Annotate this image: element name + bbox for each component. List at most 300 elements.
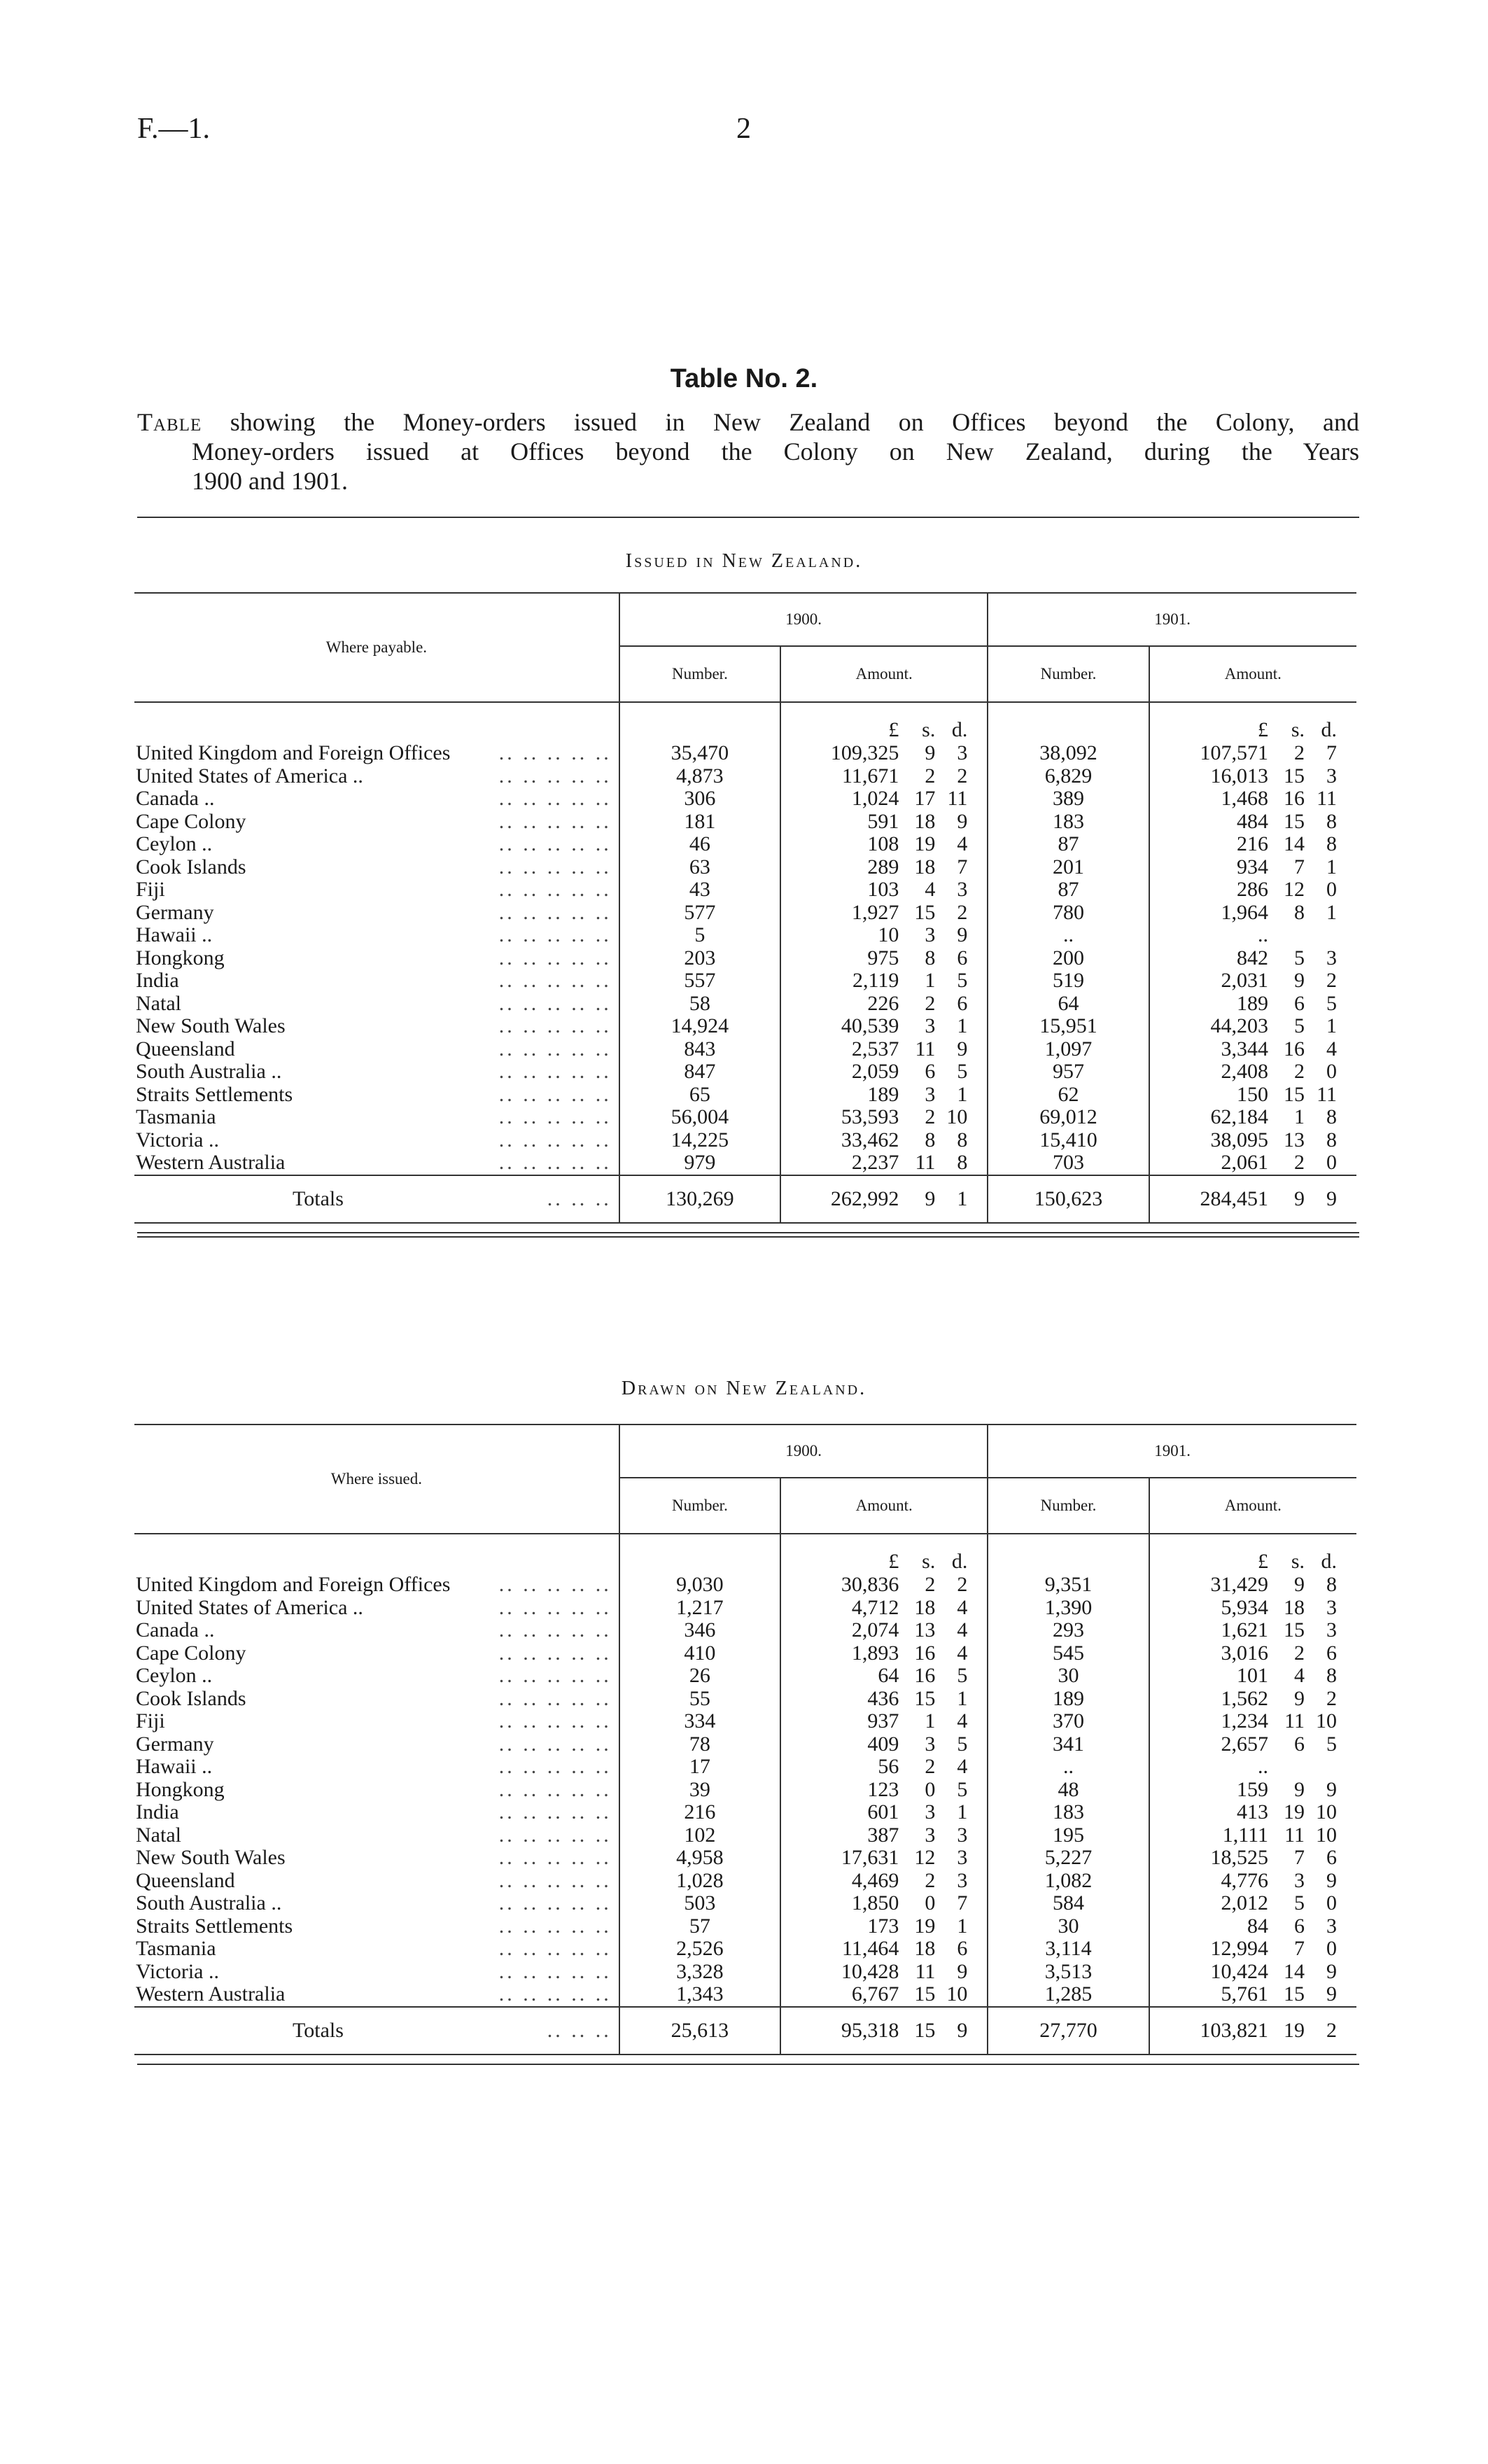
number-1901: 780 (988, 902, 1149, 925)
table-row (134, 1152, 1356, 1175)
amount-pence: 10 (1316, 1800, 1337, 1823)
amount-pounds: 284,451 (1200, 1186, 1268, 1210)
amount-cell (1149, 1961, 1356, 1984)
total-number-1900: 25,613 (619, 2007, 780, 2054)
amount-pounds: 40,539 (841, 1014, 899, 1037)
amount-value (1163, 1574, 1337, 1597)
number-1900: 1,028 (619, 1870, 780, 1893)
amount-pence: 8 (1326, 1664, 1337, 1687)
table-row (134, 993, 1356, 1016)
place-cell (134, 1129, 619, 1152)
amount-value (794, 765, 967, 788)
amount-cell (1149, 1870, 1356, 1893)
pence-unit: d. (951, 718, 968, 741)
number-1900: 410 (619, 1642, 780, 1665)
total-number-1901: 27,770 (988, 2007, 1149, 2054)
leader-dots: .. .. .. .. .. (498, 1823, 612, 1847)
place-cell (134, 1870, 619, 1893)
spacer-cell (134, 1534, 619, 1550)
number-1900: 78 (619, 1733, 780, 1756)
table-row (134, 1642, 1356, 1665)
place-name: Queensland (136, 1870, 238, 1892)
amount-shillings: 12 (1284, 878, 1305, 901)
amount-pence: 4 (957, 1755, 968, 1778)
amount-cell (780, 765, 988, 788)
amount-value (1163, 833, 1337, 856)
amount-value (794, 788, 967, 811)
amount-pounds: 30,836 (841, 1573, 899, 1596)
amount-pence: 9 (957, 809, 968, 833)
amount-value (794, 969, 967, 993)
amount-pounds: 1,562 (1221, 1686, 1268, 1710)
place-cell (134, 856, 619, 879)
leader-dots: .. .. .. .. .. (498, 1106, 612, 1128)
leader-dots: .. .. .. .. .. (498, 1710, 612, 1732)
amount-value (1163, 1961, 1337, 1984)
amount-value (1163, 1060, 1337, 1084)
number-1900: 43 (619, 878, 780, 902)
amount-pounds: 1,234 (1221, 1709, 1268, 1732)
amount-pence: 10 (1316, 1823, 1337, 1847)
number-1900: 17 (619, 1756, 780, 1779)
total-number-1901: 150,623 (988, 1175, 1149, 1223)
amount-cell (1149, 811, 1356, 834)
place-name: Tasmania (136, 1106, 219, 1128)
leader-dots: .. .. .. .. .. (498, 742, 612, 764)
amount-pence: 4 (1326, 1037, 1337, 1060)
leader-dots: .. .. .. .. .. (498, 1983, 612, 2005)
amount-pounds: 10,424 (1210, 1959, 1268, 1983)
number-1901: 183 (988, 1801, 1149, 1824)
place-name: United Kingdom and Foreign Offices (136, 742, 453, 764)
amount-value (1163, 1870, 1337, 1893)
totals-row (134, 2007, 1356, 2054)
place-cell (134, 1756, 619, 1779)
place-name: Victoria .. (136, 1961, 222, 1983)
amount-pence: 9 (1326, 1186, 1337, 1210)
amount-pounds: 33,462 (841, 1128, 899, 1152)
units-blank (619, 718, 780, 742)
leader-dots: .. .. .. .. .. (498, 1938, 612, 1960)
place-name: Western Australia (136, 1152, 288, 1174)
where-payable-header: Where payable. (134, 593, 619, 702)
spacer-cell (1149, 702, 1356, 718)
number-header: Number. (988, 1478, 1149, 1534)
amount-cell (1149, 1733, 1356, 1756)
year-1901-header: 1901. (988, 1424, 1356, 1478)
amount-cell (780, 718, 988, 742)
leader-dots: .. .. .. .. .. (498, 1960, 612, 1983)
place-cell (134, 878, 619, 902)
table-row (134, 833, 1356, 856)
amount-shillings: 2 (925, 764, 936, 788)
amount-value (794, 1574, 967, 1597)
amount-value (1163, 1550, 1337, 1574)
amount-cell (1149, 1038, 1356, 1061)
amount-cell (1149, 1915, 1356, 1938)
amount-value (794, 742, 967, 765)
amount-shillings: 15 (1284, 1082, 1305, 1106)
table-row (134, 1915, 1356, 1938)
leader-dots: .. .. .. .. .. (498, 1596, 612, 1619)
amount-pounds: 601 (867, 1800, 899, 1823)
amount-pounds: 189 (867, 1082, 899, 1106)
amount-pounds: 591 (867, 809, 899, 833)
amount-pounds: 4,712 (851, 1595, 899, 1619)
amount-pence: 6 (957, 1937, 968, 1960)
amount-value (794, 833, 967, 856)
amount-value (1163, 1915, 1337, 1938)
amount-shillings: 11 (1284, 1823, 1305, 1847)
amount-shillings: 3 (925, 1082, 936, 1106)
leader-dots: .. .. .. .. .. (498, 1869, 612, 1892)
table-row (134, 1824, 1356, 1847)
amount-shillings: 7 (1294, 855, 1305, 878)
amount-shillings: 6 (1294, 991, 1305, 1015)
amount-pence: 1 (1326, 855, 1337, 878)
amount-cell (1149, 1619, 1356, 1642)
amount-cell (780, 1152, 988, 1175)
amount-pence: 5 (1326, 991, 1337, 1015)
number-1900: 14,924 (619, 1015, 780, 1038)
place-name: Victoria .. (136, 1129, 222, 1152)
amount-pence: 10 (1316, 1709, 1337, 1732)
place-name: New South Wales (136, 1847, 288, 1869)
amount-value (794, 924, 967, 947)
amount-pence: 4 (957, 1595, 968, 1619)
amount-pounds: 107,571 (1200, 741, 1268, 764)
amount-pounds: 3,344 (1221, 1037, 1268, 1060)
leader-dots: .. .. .. .. .. (498, 1574, 612, 1596)
amount-pounds: 262,992 (830, 1186, 899, 1210)
amount-pounds: 108 (867, 832, 899, 855)
amount-pounds: 289 (867, 855, 899, 878)
amount-cell (780, 1756, 988, 1779)
amount-pounds: 409 (867, 1732, 899, 1756)
leader-dots: .. .. .. .. .. (498, 1152, 612, 1174)
amount-cell (780, 2007, 988, 2054)
number-1901: 5,227 (988, 1847, 1149, 1870)
amount-cell (780, 924, 988, 947)
table-row (134, 1779, 1356, 1802)
amount-cell (780, 742, 988, 765)
amount-shillings: 4 (925, 878, 936, 901)
place-name: Straits Settlements (136, 1084, 295, 1106)
currency-units-row (134, 718, 1356, 742)
amount-cell (1149, 1060, 1356, 1084)
amount-value (1163, 742, 1337, 765)
amount-pence: 3 (957, 741, 968, 764)
number-1900: 3,328 (619, 1961, 780, 1984)
amount-value (794, 2008, 967, 2054)
units-blank (988, 718, 1149, 742)
amount-pence: 6 (1326, 1641, 1337, 1665)
leader-dots: .. .. .. .. .. (498, 1732, 612, 1756)
place-name: Ceylon .. (136, 833, 215, 855)
amount-shillings: 2 (1294, 1641, 1305, 1665)
amount-shillings: 19 (914, 1914, 936, 1938)
amount-pence: 1 (1326, 900, 1337, 924)
table-row (134, 1983, 1356, 2007)
amount-value (794, 1801, 967, 1824)
place-name: Canada .. (136, 1619, 217, 1642)
amount-cell (1149, 902, 1356, 925)
number-1900: 334 (619, 1710, 780, 1733)
amount-cell (1149, 1710, 1356, 1733)
table-row (134, 1801, 1356, 1824)
amount-cell (780, 1870, 988, 1893)
amount-pence: 3 (957, 1823, 968, 1847)
amount-pounds: 38,095 (1210, 1128, 1268, 1152)
number-header: Number. (619, 646, 780, 702)
place-cell (134, 788, 619, 811)
number-1900: 55 (619, 1688, 780, 1711)
amount-shillings: 19 (914, 832, 936, 855)
number-1900: 503 (619, 1892, 780, 1915)
amount-value (794, 1015, 967, 1038)
amount-shillings: 9 (925, 741, 936, 764)
amount-cell (780, 1961, 988, 1984)
amount-pence: 3 (1326, 1595, 1337, 1619)
amount-shillings: 11 (915, 1151, 936, 1174)
amount-shillings: 2 (1294, 1151, 1305, 1174)
amount-shillings: 4 (1294, 1664, 1305, 1687)
amount-shillings: 7 (1294, 1937, 1305, 1960)
number-1900: 843 (619, 1038, 780, 1061)
spacer-cell (619, 702, 780, 718)
amount-pence: 2 (1326, 969, 1337, 992)
amount-pence: 1 (957, 1686, 968, 1710)
amount-shillings: 6 (925, 1060, 936, 1083)
amount-pounds: 2,012 (1221, 1891, 1268, 1914)
amount-value (1163, 1038, 1337, 1061)
amount-cell (780, 878, 988, 902)
number-1901: 341 (988, 1733, 1149, 1756)
amount-pence: 5 (957, 969, 968, 992)
table-row (134, 1038, 1356, 1061)
amount-value (794, 1938, 967, 1961)
number-1900: 557 (619, 969, 780, 993)
leader-dots: .. .. .. .. .. (498, 946, 612, 969)
amount-cell (1149, 1756, 1356, 1779)
amount-pounds: 84 (1247, 1914, 1268, 1938)
totals-label-cell (134, 2007, 619, 2054)
amount-pounds: 31,429 (1210, 1573, 1268, 1596)
table-row (134, 1129, 1356, 1152)
place-cell (134, 1106, 619, 1129)
place-cell (134, 969, 619, 993)
amount-value (1163, 1642, 1337, 1665)
table-row (134, 811, 1356, 834)
place-cell (134, 742, 619, 765)
number-1900: 847 (619, 1060, 780, 1084)
place-name: Cape Colony (136, 811, 249, 833)
amount-value (1163, 811, 1337, 834)
amount-cell (1149, 1824, 1356, 1847)
amount-pounds: .. (1258, 1755, 1268, 1778)
shillings-unit: s. (1291, 1549, 1305, 1573)
amount-cell (1149, 1938, 1356, 1961)
amount-pounds: 4,469 (851, 1868, 899, 1892)
amount-value (1163, 1129, 1337, 1152)
amount-value (1163, 1597, 1337, 1620)
number-1900: 102 (619, 1824, 780, 1847)
pounds-unit: £ (1258, 718, 1268, 741)
place-name: United States of America .. (136, 1597, 366, 1619)
amount-pence: 2 (957, 1573, 968, 1596)
place-name: Queensland (136, 1038, 238, 1060)
leader-dots: .. .. .. .. .. (498, 1892, 612, 1914)
amount-pounds: 2,059 (851, 1060, 899, 1083)
amount-pounds: 2,408 (1221, 1060, 1268, 1083)
number-1901: 957 (988, 1060, 1149, 1084)
amount-value (794, 1152, 967, 1175)
number-1901: 38,092 (988, 742, 1149, 765)
table-row (134, 1060, 1356, 1084)
amount-pence: 10 (946, 1982, 968, 2005)
amount-cell (780, 1038, 988, 1061)
amount-pence: 4 (957, 832, 968, 855)
number-1900: 57 (619, 1915, 780, 1938)
amount-cell (1149, 765, 1356, 788)
amount-value (794, 1824, 967, 1847)
amount-value (1163, 1015, 1337, 1038)
amount-cell (780, 1129, 988, 1152)
amount-pounds: 4,776 (1221, 1868, 1268, 1892)
number-1901: 48 (988, 1779, 1149, 1802)
amount-shillings: 9 (1294, 1686, 1305, 1710)
number-1901: 87 (988, 878, 1149, 902)
amount-cell (780, 1015, 988, 1038)
place-name: Western Australia (136, 1983, 288, 2005)
amount-shillings: 6 (1294, 1914, 1305, 1938)
drawn-closing-rule (137, 2064, 1359, 2065)
amount-cell (1149, 1847, 1356, 1870)
year-1900-header: 1900. (619, 1424, 988, 1478)
number-1901: 62 (988, 1084, 1149, 1107)
amount-cell (1149, 947, 1356, 970)
leader-dots: .. .. .. .. .. (498, 924, 612, 946)
amount-pence: 8 (1326, 809, 1337, 833)
amount-value (1163, 1824, 1337, 1847)
amount-shillings: 1 (1294, 1105, 1305, 1128)
pounds-unit: £ (888, 1549, 899, 1573)
amount-pounds: 216 (1237, 832, 1268, 855)
amount-header: Amount. (1149, 1478, 1356, 1534)
amount-cell (1149, 1574, 1356, 1597)
place-cell (134, 1619, 619, 1642)
amount-pounds: 2,074 (851, 1618, 899, 1642)
amount-shillings: 3 (925, 1800, 936, 1823)
amount-pence: 0 (1326, 1937, 1337, 1960)
place-cell (134, 1688, 619, 1711)
amount-cell (1149, 1597, 1356, 1620)
amount-pounds: 189 (1237, 991, 1268, 1015)
amount-cell (780, 1597, 988, 1620)
amount-value (1163, 1710, 1337, 1733)
caption-line-1: Table showing the Money-orders issued in New Zealand on Offices beyond the Colony, and (137, 408, 1359, 436)
leader-dots: .. .. .. .. .. (498, 833, 612, 855)
place-cell (134, 765, 619, 788)
amount-cell (780, 1847, 988, 1870)
number-1900: 5 (619, 924, 780, 947)
amount-pence: 3 (957, 1846, 968, 1869)
amount-value (794, 1733, 967, 1756)
place-name: Fiji (136, 1710, 168, 1732)
amount-cell (780, 1801, 988, 1824)
place-cell (134, 1938, 619, 1961)
amount-value (1163, 924, 1337, 947)
amount-shillings: 2 (925, 1755, 936, 1778)
place-cell (134, 1983, 619, 2007)
amount-pence: 9 (1326, 1777, 1337, 1801)
page-number: 2 (736, 113, 751, 145)
table-row (134, 947, 1356, 970)
amount-pounds: 103,821 (1200, 2018, 1268, 2042)
place-cell (134, 1642, 619, 1665)
amount-pence: 8 (957, 1128, 968, 1152)
leader-dots: .. .. .. .. .. (498, 1801, 612, 1823)
place-name: Cook Islands (136, 856, 249, 878)
number-1900: 14,225 (619, 1129, 780, 1152)
amount-value (794, 1106, 967, 1129)
amount-pence: 1 (957, 1014, 968, 1037)
amount-shillings: 17 (914, 787, 936, 810)
amount-value (1163, 1779, 1337, 1802)
amount-pounds: 62,184 (1210, 1105, 1268, 1128)
number-1901: 293 (988, 1619, 1149, 1642)
amount-pence: 1 (957, 1914, 968, 1938)
amount-cell (780, 1915, 988, 1938)
amount-value (794, 1129, 967, 1152)
amount-value (1163, 1733, 1337, 1756)
amount-pence: 7 (1326, 741, 1337, 764)
leader-dots: .. .. .. .. .. (498, 1914, 612, 1938)
amount-pence: 2 (1326, 2018, 1337, 2042)
number-1901: 87 (988, 833, 1149, 856)
spacer-cell (1149, 1534, 1356, 1550)
amount-cell (1149, 1801, 1356, 1824)
number-1901: 183 (988, 811, 1149, 834)
amount-shillings: 15 (914, 1686, 936, 1710)
table-row (134, 788, 1356, 811)
number-1901: .. (988, 924, 1149, 947)
amount-value (794, 878, 967, 902)
place-cell (134, 1038, 619, 1061)
place-name: Hawaii .. (136, 924, 215, 946)
pounds-unit: £ (888, 718, 899, 741)
caption-line-3: 1900 and 1901. (192, 467, 348, 495)
amount-shillings: 15 (1284, 1618, 1305, 1642)
place-cell (134, 1733, 619, 1756)
leader-dots: .. .. .. .. .. (498, 901, 612, 924)
amount-value (1163, 1847, 1337, 1870)
amount-shillings: 9 (1294, 1186, 1305, 1210)
amount-cell (780, 902, 988, 925)
totals-row (134, 1175, 1356, 1223)
amount-pence: 0 (1326, 878, 1337, 901)
place-name: Hawaii .. (136, 1756, 215, 1778)
place-cell (134, 1152, 619, 1175)
amount-pounds: 387 (867, 1823, 899, 1847)
leader-dots: .. .. .. .. .. (498, 992, 612, 1015)
leader-dots: .. .. .. .. .. (498, 788, 612, 810)
spacer-cell (988, 1534, 1149, 1550)
amount-pounds: 1,024 (851, 787, 899, 810)
amount-cell (780, 1779, 988, 1802)
amount-pounds: 842 (1237, 946, 1268, 969)
place-name: Canada .. (136, 788, 217, 810)
